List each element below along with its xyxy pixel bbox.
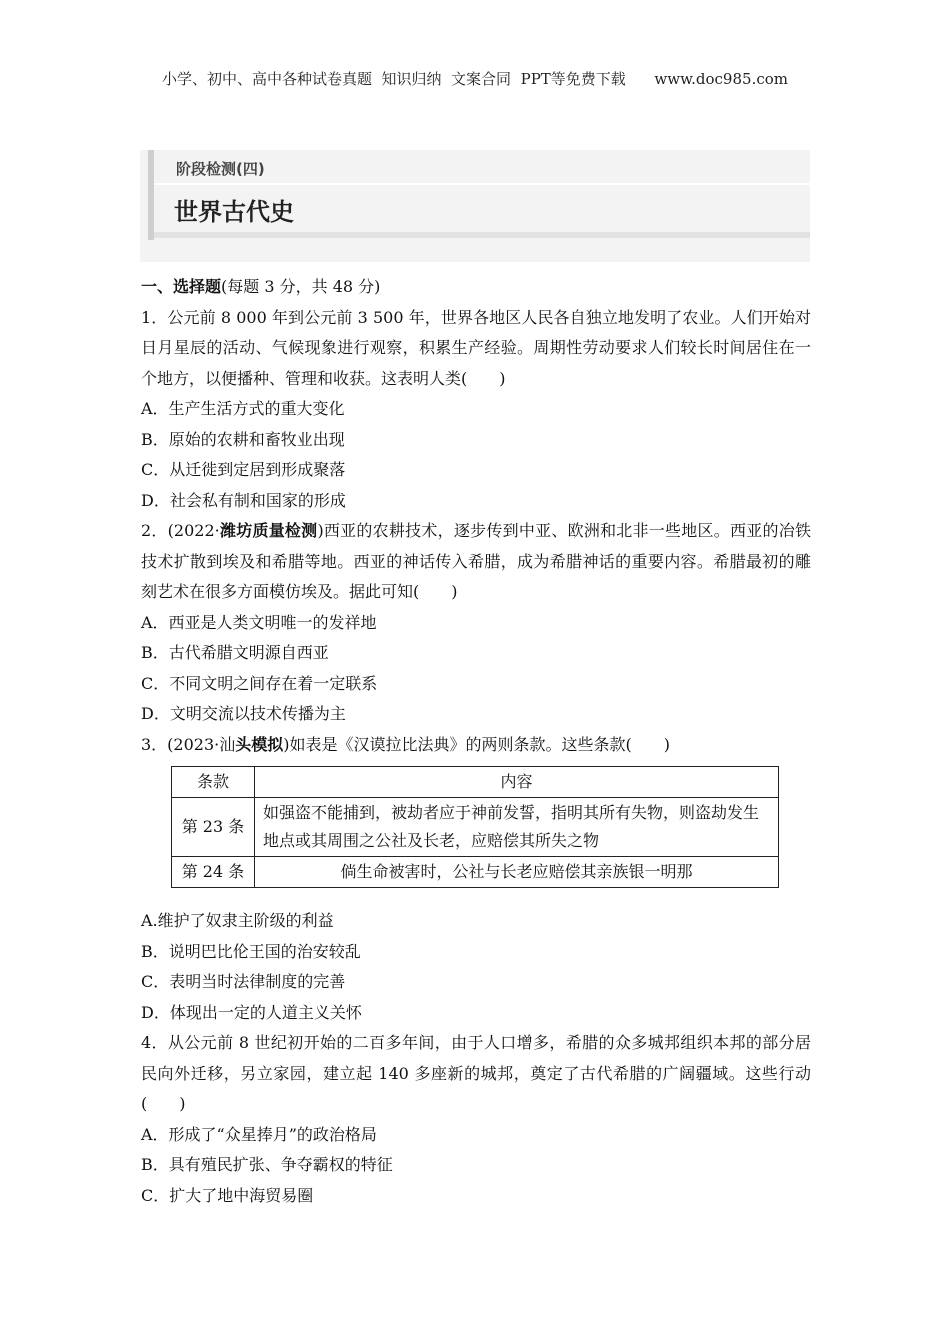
banner-divider xyxy=(154,183,810,185)
question-3-option-a: A.维护了奴隶主阶级的利益 xyxy=(141,911,334,930)
question-2-option-a: A．西亚是人类文明唯一的发祥地 xyxy=(141,612,377,632)
table-row xyxy=(172,857,779,888)
question-1-option-c: C．从迁徙到定居到形成聚落 xyxy=(141,460,346,479)
question-1-stem: 1．公元前 8 000 年到公元前 3 500 年，世界各地区人民各自独立地发明了农业。人们开始对日月星辰的活动、气候现象进行观察，积累生产经验。周期性劳动要求人们较长时间居住在一个地方，以便播种、管理和收获。这表明人类( ) xyxy=(141,307,811,388)
question-2-option-b: B．古代希腊文明源自西亚 xyxy=(141,643,329,662)
banner-bottom-bar xyxy=(154,232,810,238)
question-3-prefix: 3．(2023·汕 xyxy=(141,734,236,754)
question-1-option-a: A．生产生活方式的重大变化 xyxy=(141,399,345,418)
question-1-option-b: B．原始的农耕和畜牧业出现 xyxy=(141,429,345,449)
table-cell-content: 倘生命被害时，公社与长老应赔偿其亲族银一明那 xyxy=(255,857,779,888)
table-row xyxy=(172,798,779,857)
question-2-stem xyxy=(141,516,811,608)
question-3-option-b: B．说明巴比伦王国的治安较乱 xyxy=(141,941,361,961)
question-2-option-d: D．文明交流以技术传播为主 xyxy=(141,704,346,723)
question-3-option-d: D．体现出一定的人道主义关怀 xyxy=(141,1002,362,1022)
banner-title: 世界古代史 xyxy=(174,198,294,226)
question-3-source: 头模拟 xyxy=(235,734,284,754)
exam-content xyxy=(141,272,811,1211)
question-3-text: )如表是《汉谟拉比法典》的两则条款。这些条款( ) xyxy=(283,734,670,754)
section-banner xyxy=(140,150,810,262)
question-2-prefix: 2．(2022· xyxy=(141,521,220,540)
question-4-option-c: C．扩大了地中海贸易圈 xyxy=(141,1185,314,1205)
page-header: 小学、初中、高中各种试卷真题 知识归纳 文案合同 PPT等免费下载 www.doc985.com xyxy=(161,70,788,88)
table-cell-clause: 第 23 条 xyxy=(172,798,255,857)
question-3-stem xyxy=(141,730,811,761)
table-cell-clause: 第 24 条 xyxy=(172,857,255,888)
section-heading xyxy=(141,272,811,303)
question-2-text: )西亚的农耕技术，逐步传到中亚、欧洲和北非一些地区。西亚的冶铁技术扩散到埃及和希腊等地。西亚的神话传入希腊，成为希腊神话的重要内容。希腊最初的雕刻艺术在很多方面模仿埃及。据此可知( ) xyxy=(141,521,811,601)
section-label: 一、选择题 xyxy=(141,277,222,296)
table-header-row xyxy=(172,767,779,798)
banner-stripe xyxy=(148,150,154,240)
question-2-source: 潍坊质量检测 xyxy=(219,521,318,540)
question-4-stem: 4．从公元前 8 世纪初开始的二百多年间，由于人口增多，希腊的众多城邦组织本邦的部分居民向外迁移，另立家园，建立起 140 多座新的城邦，奠定了古代希腊的广阔疆域。这些行动( ) xyxy=(141,1033,811,1113)
law-table xyxy=(171,766,779,888)
table-header-content: 内容 xyxy=(255,767,779,798)
question-2-option-c: C．不同文明之间存在着一定联系 xyxy=(141,673,378,693)
question-4-option-a: A．形成了“众星捧月”的政治格局 xyxy=(141,1124,377,1144)
question-4-option-b: B．具有殖民扩张、争夺霸权的特征 xyxy=(141,1155,393,1174)
section-note: (每题 3 分，共 48 分) xyxy=(221,277,381,296)
question-3-option-c: C．表明当时法律制度的完善 xyxy=(141,972,346,991)
table-cell-content: 如强盗不能捕到，被劫者应于神前发誓，指明其所有失物，则盗劫发生地点或其周围之公社及长老，应赔偿其所失之物 xyxy=(255,798,779,857)
table-header-clause: 条款 xyxy=(172,767,255,798)
banner-subtitle: 阶段检测(四) xyxy=(176,160,265,178)
question-1-option-d: D．社会私有制和国家的形成 xyxy=(141,490,346,510)
